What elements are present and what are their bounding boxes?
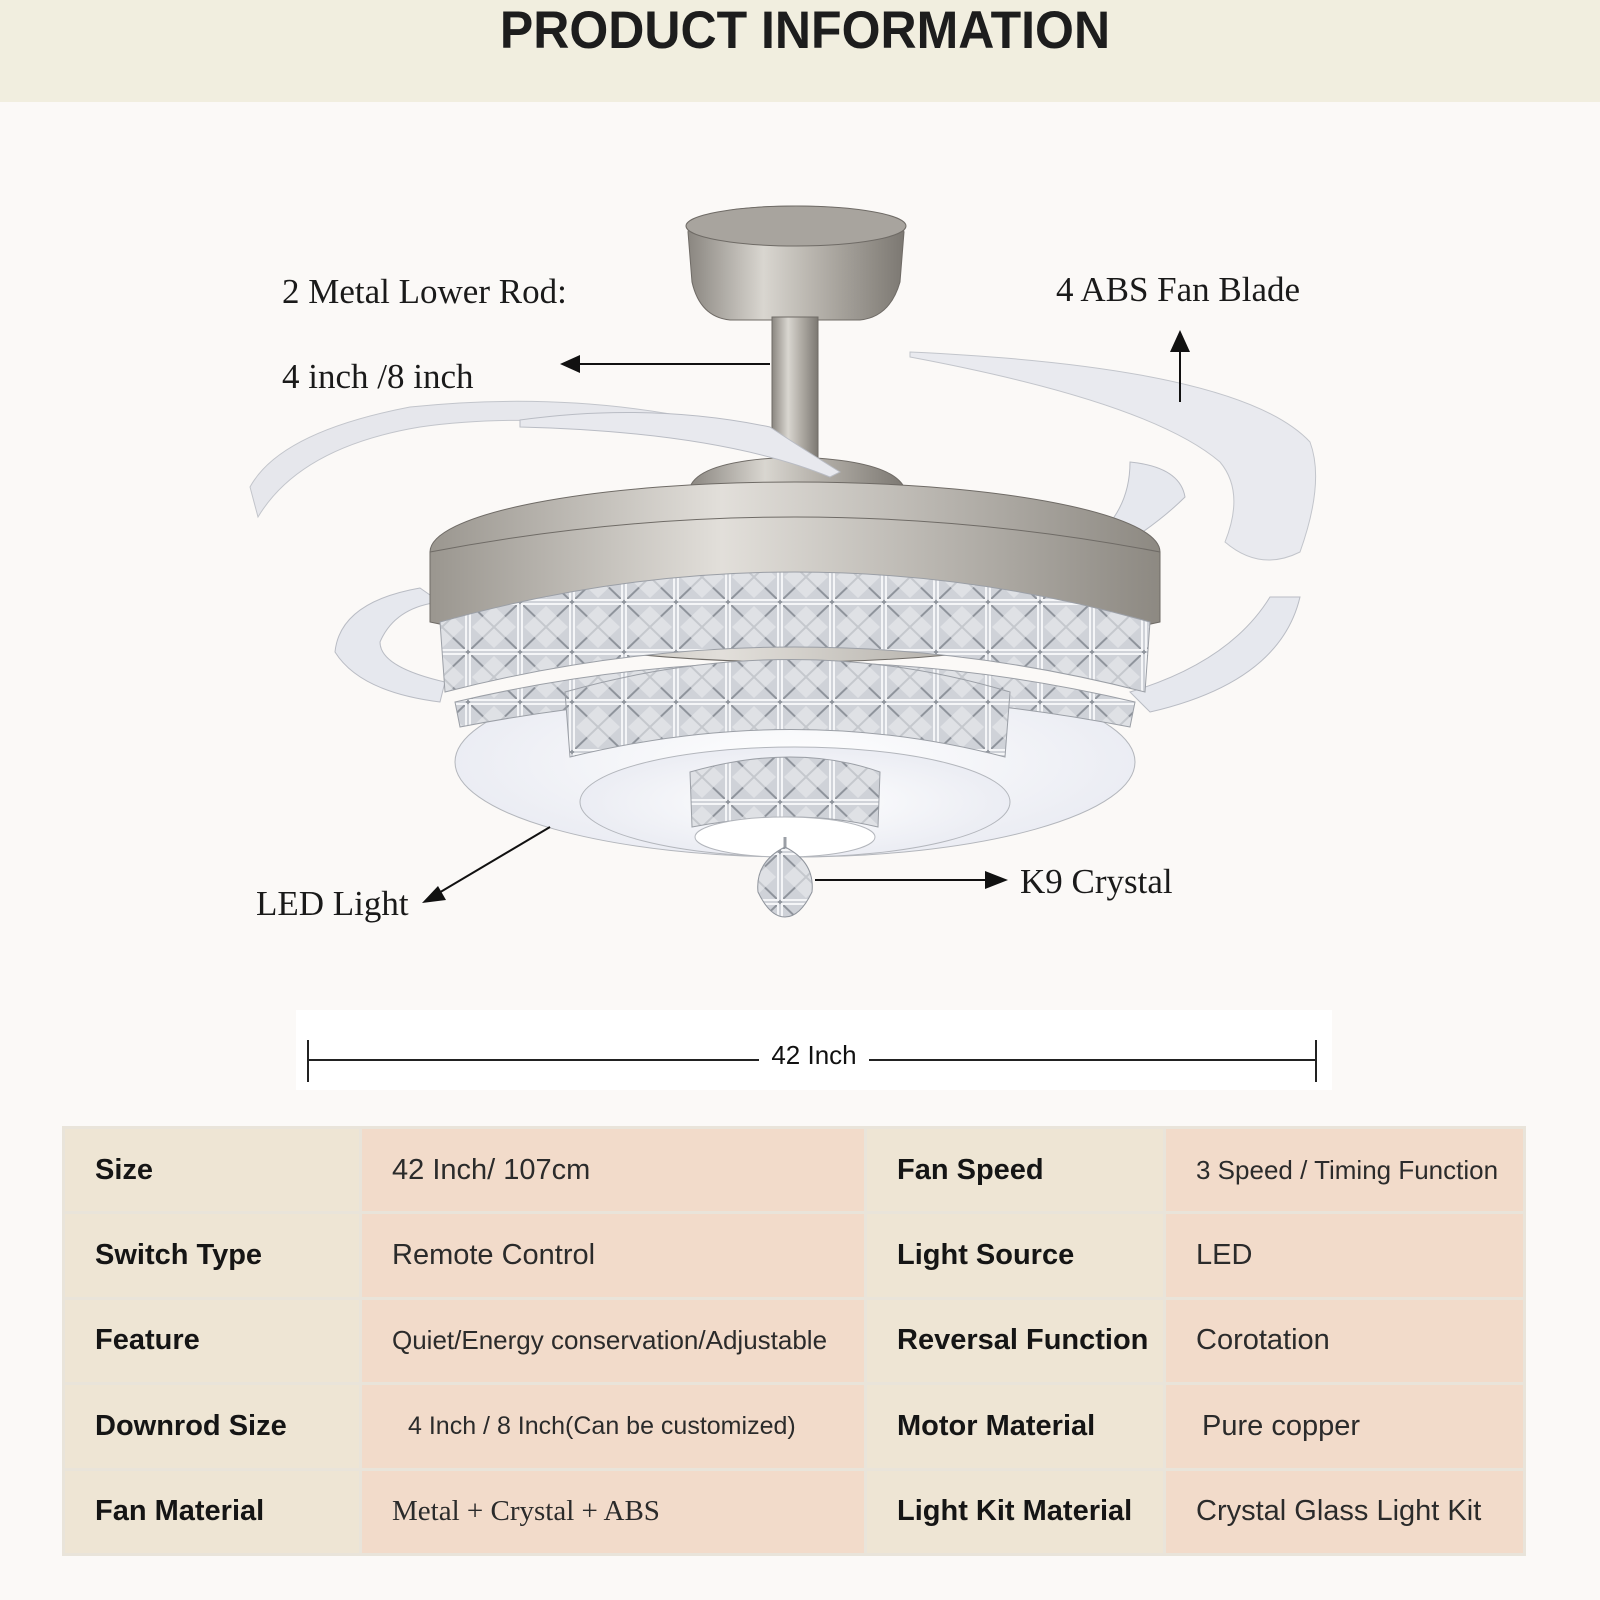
page-title: PRODUCT INFORMATION: [499, 0, 1111, 60]
spec-label: Fan Speed: [867, 1129, 1163, 1211]
header-banner: [0, 0, 1600, 102]
table-row: [65, 1214, 1523, 1296]
spec-value: Corotation: [1166, 1300, 1523, 1382]
blade-label: 4 ABS Fan Blade: [1056, 270, 1301, 309]
spec-label: Fan Material: [65, 1471, 359, 1553]
spec-label: Size: [65, 1129, 359, 1211]
spec-value: Remote Control: [362, 1214, 864, 1296]
table-row: [65, 1129, 1523, 1211]
spec-label: Downrod Size: [65, 1385, 359, 1467]
spec-label: Light Kit Material: [867, 1471, 1163, 1553]
spec-value: Crystal Glass Light Kit: [1166, 1471, 1523, 1553]
spec-value: Pure copper: [1166, 1385, 1523, 1467]
table-row: [65, 1471, 1523, 1553]
spec-value: 42 Inch/ 107cm: [362, 1129, 864, 1211]
dimension-bar: [296, 1010, 1332, 1090]
spec-label: Feature: [65, 1300, 359, 1382]
led-arrow: [432, 827, 550, 897]
ceiling-fan-image: [0, 102, 1600, 1002]
spec-value: Quiet/Energy conservation/Adjustable: [362, 1300, 864, 1382]
spec-value: 4 Inch / 8 Inch(Can be customized): [362, 1385, 864, 1467]
table-row: [65, 1385, 1523, 1467]
spec-label: Switch Type: [65, 1214, 359, 1296]
led-label: LED Light: [256, 884, 409, 923]
spec-value: 3 Speed / Timing Function: [1166, 1129, 1523, 1211]
spec-value: Metal + Crystal + ABS: [362, 1471, 864, 1553]
dimension-label: 42 Inch: [759, 1040, 868, 1070]
spec-table: [62, 1126, 1526, 1556]
spec-value: LED: [1166, 1214, 1523, 1296]
crystal-label: K9 Crystal: [1020, 862, 1173, 901]
spec-label: Light Source: [867, 1214, 1163, 1296]
rod-label: 2 Metal Lower Rod:: [282, 272, 567, 311]
product-illustration: [0, 102, 1600, 1002]
spec-label: Reversal Function: [867, 1300, 1163, 1382]
rod-size-label: 4 inch /8 inch: [282, 357, 474, 396]
table-row: [65, 1300, 1523, 1382]
spec-label: Motor Material: [867, 1385, 1163, 1467]
